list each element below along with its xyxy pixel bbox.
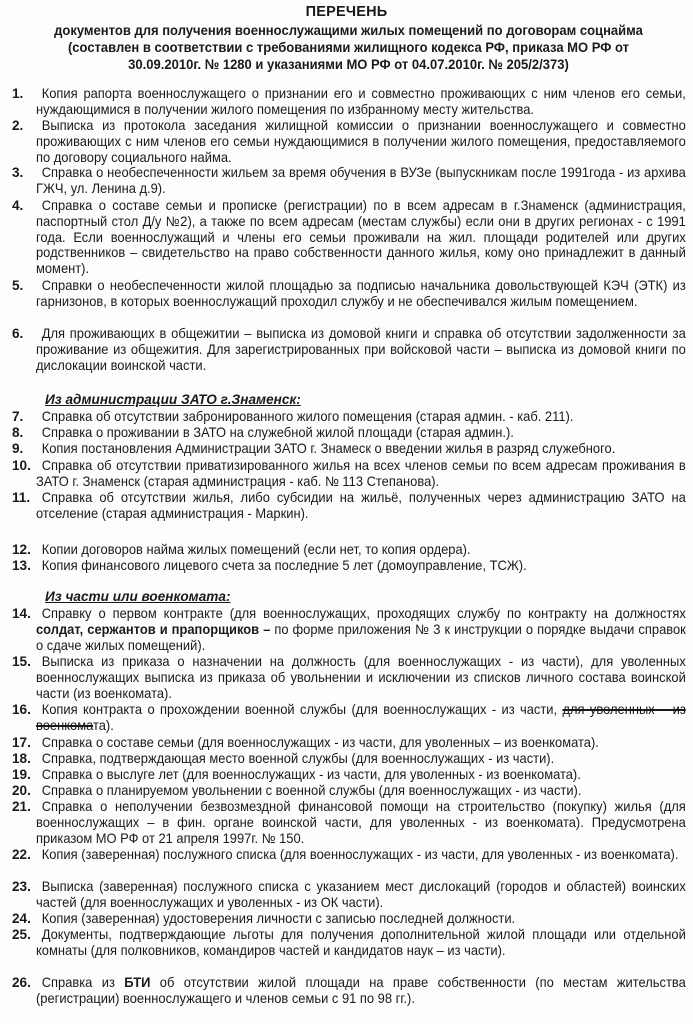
item-number: 14. xyxy=(12,606,31,621)
section-heading-admin: Из администрации ЗАТО г.Знаменск: xyxy=(45,392,301,407)
list-item xyxy=(12,409,683,425)
list-item xyxy=(12,767,683,783)
item-number: 4. xyxy=(12,198,24,213)
list-item xyxy=(12,975,686,1007)
item-text: Справка о неполучении безвозмездной финансовой помощи на строительство (покупку) жилья (для военнослужащих – в фин. органе воинской части, для уволенных - из военкомата). Предусмотрена приказом МО РФ от 21 апреля 1997г. № 150. xyxy=(36,799,686,846)
document-subtitle xyxy=(37,22,659,73)
item-text-part: по форме приложения № 3 к инструкции о порядке выдачи справок о сдаче жилых помещений). xyxy=(36,621,686,653)
subtitle-line: 30.09.2010г. № 1280 и указаниями МО РФ от 04.07.2010г. № 205/2/373) xyxy=(128,56,569,72)
item-text: Справка об отсутствии жилья, либо субсидии на жильё, полученных через администрацию ЗАТО на отселение (старая администрация - Маркин). xyxy=(36,490,686,521)
item-number: 16. xyxy=(12,702,31,717)
item-number: 21. xyxy=(12,799,31,814)
item-number: 6. xyxy=(12,326,24,341)
item-number: 23. xyxy=(12,879,31,894)
item-number: 12. xyxy=(12,542,31,557)
item-text-part: Справка из xyxy=(41,975,125,990)
item-text: Копия рапорта военнослужащего о признании его и совместно проживающих с ним членов его семьи, нуждающимися в получении жилого помещения по избранному месту жительства. xyxy=(36,86,686,117)
list-item xyxy=(12,783,683,799)
item-number: 19. xyxy=(12,767,31,782)
item-text: Справка о выслуге лет (для военнослужащих - из части, для уволенных - из военкомата). xyxy=(41,767,581,782)
item-text: Копия постановления Администрации ЗАТО г. Знамеск о введении жилья в разряд служебного. xyxy=(41,441,616,456)
item-text: Выписка из протокола заседания жилищной комиссии о признании военнослужащего и совместно проживающих с ним членов его семьи нуждающимися в получении жилого помещения, предоставляемого по договору социального найма. xyxy=(36,118,686,165)
list-item xyxy=(12,911,683,927)
section-heading-unit: Из части или военкомата: xyxy=(45,589,231,604)
list-item xyxy=(12,558,683,574)
item-number: 15. xyxy=(12,654,31,669)
item-text: Документы, подтверждающие льготы для получения дополнительной жилой площади или отдельной комнаты (для полковников, командиров частей и кандидатов наук – из части). xyxy=(36,927,686,958)
item-text xyxy=(36,606,686,653)
item-number: 24. xyxy=(12,911,31,926)
item-text-bold: солдат, сержантов и прапорщиков – xyxy=(36,621,271,637)
list-item xyxy=(12,799,686,846)
item-number: 9. xyxy=(12,441,24,456)
item-number: 2. xyxy=(12,118,24,133)
subtitle-line: документов для получения военнослужащими жилых помещений по договорам соцнайма xyxy=(54,22,643,38)
list-item xyxy=(12,847,683,863)
item-text: Копия (заверенная) удостоверения личности с записью последней должности. xyxy=(41,911,516,926)
list-item xyxy=(12,458,686,490)
item-text xyxy=(36,702,686,734)
item-text: Справка о составе семьи (для военнослужащих - из части, для уволенных – из военкомата). xyxy=(41,735,599,750)
item-number: 11. xyxy=(12,490,31,505)
list-item xyxy=(12,702,686,734)
item-text: Справки о необеспеченности жилой площадью за подписью начальника довольствующей КЭЧ (ЭТК) из гарнизонов, в которых военнослужащий проходил службу и не обеспечивался жилым помещением. xyxy=(36,278,686,309)
item-text-part: та). xyxy=(92,717,114,733)
item-text: Справка о проживании в ЗАТО на служебной жилой площади (старая админ.). xyxy=(41,425,514,440)
list-item xyxy=(12,425,683,441)
list-item xyxy=(12,326,686,373)
list-item xyxy=(12,198,686,277)
item-text-part: об отсутствии жилой площади на праве собственности (по местам жительства (регистрации) военнослужащего и членов семьи с 91 по 98 гг.). xyxy=(36,975,686,1006)
item-number: 10. xyxy=(12,458,31,473)
item-text-part: Копия контракта о прохождении военной службы (для военнослужащих - из части, xyxy=(41,702,563,717)
item-number: 17. xyxy=(12,735,31,750)
item-text: Справка об отсутствии забронированного жилого помещения (старая админ. - каб. 211). xyxy=(41,409,574,424)
item-text: Выписка (заверенная) послужного списка с указанием мест дислокаций (городов и областей) воинских частей (для военнослужащих и уволенных - из ОК части). xyxy=(36,879,686,910)
subtitle-line: (составлен в соответствии с требованиями жилищного кодекса РФ, приказа МО РФ от xyxy=(67,39,630,55)
struck-text: для уволенных – из военкома xyxy=(36,702,686,733)
list-item xyxy=(12,118,686,165)
item-text: Выписка из приказа о назначении на должность (для военнослужащих - из части), для уволенных военнослужащих выписка из приказа об увольнении и исключении из списков личного состава воинской части (из военкомата). xyxy=(36,654,686,701)
item-text: Копия (заверенная) послужного списка (для военнослужащих - из части, для уволенных - из военкомата). xyxy=(41,847,679,862)
item-text: Справка о составе семьи и прописке (регистрации) по в всем адресам в г.Знаменск (администрация, паспортный стол Д/у №2), а также по всем адресам (местам службы) если они в других регионах - с 1991 года. Если военнослужащий и члены его семьи проживали на жил. площади родителей или других родственников – свидетельство на право собственности данного жилья, кому оно принадлежит в данный момент). xyxy=(36,198,686,277)
item-number: 26. xyxy=(12,975,31,990)
list-item xyxy=(12,654,686,701)
list-item xyxy=(12,927,686,959)
list-item xyxy=(12,879,686,911)
item-text: Справка о планируемом увольнении с военной службы (для военнослужащих - из части). xyxy=(41,783,582,798)
item-number: 7. xyxy=(12,409,24,424)
list-item xyxy=(12,606,686,653)
list-item xyxy=(12,735,683,751)
item-text-bold: БТИ xyxy=(124,975,151,990)
item-number: 1. xyxy=(12,86,24,101)
item-number: 20. xyxy=(12,783,31,798)
list-item xyxy=(12,165,686,197)
list-item xyxy=(12,441,683,457)
item-text: Справка об отсутствии приватизированного жилья на всех членов семьи по всем адресам проживания в ЗАТО г. Знаменск (старая администрация - каб. № 113 Степанова). xyxy=(36,458,686,489)
item-text xyxy=(36,975,686,1007)
list-item xyxy=(12,490,686,522)
item-number: 3. xyxy=(12,165,24,180)
item-number: 8. xyxy=(12,425,24,440)
document-title: ПЕРЕЧЕНЬ xyxy=(305,4,388,20)
list-item xyxy=(12,542,683,558)
item-number: 18. xyxy=(12,751,31,766)
item-number: 13. xyxy=(12,558,31,573)
item-text: Копия финансового лицевого счета за последние 5 лет (домоуправление, ТСЖ). xyxy=(41,558,527,573)
item-text: Справка о необеспеченности жильем за время обучения в ВУЗе (выпускникам после 1991года - из архива ГЖЧ, ул. Ленина д.9). xyxy=(36,165,686,196)
list-item xyxy=(12,86,686,118)
item-text: Копии договоров найма жилых помещений (если нет, то копия ордера). xyxy=(41,542,471,557)
list-item xyxy=(12,751,683,767)
item-number: 5. xyxy=(12,278,24,293)
list-item xyxy=(12,278,686,310)
item-text: Для проживающих в общежитии – выписка из домовой книги и справка об отсутствии задолженности за проживание из общежития. Для зарегистрированных при войсковой части – выписка из домовой книги по дислокации воинской части. xyxy=(36,326,686,373)
item-number: 22. xyxy=(12,847,31,862)
item-text: Справка, подтверждающая место военной службы (для военнослужащих - из части). xyxy=(41,751,555,766)
item-text-part: Справку о первом контракте (для военнослужащих, проходящих службу по контракту на должностях xyxy=(41,606,686,621)
item-number: 25. xyxy=(12,927,31,942)
